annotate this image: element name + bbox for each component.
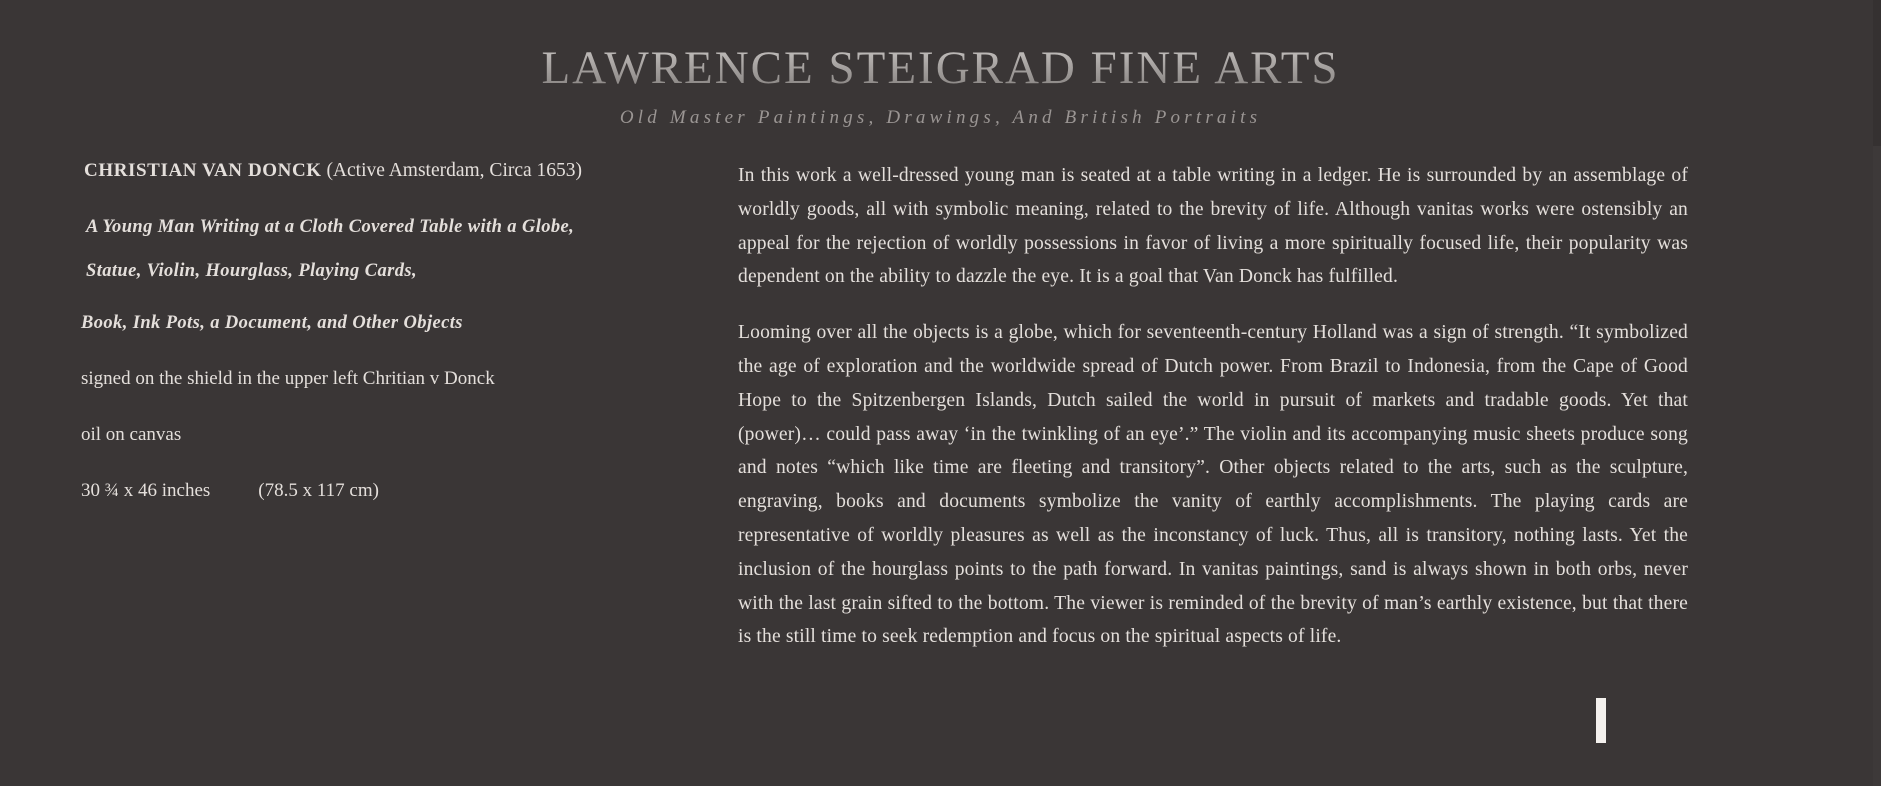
artwork-title-line: Statue, Violin, Hourglass, Playing Cards, (86, 261, 417, 281)
artwork-signature: signed on the shield in the upper left Chritian v Donck (81, 368, 495, 389)
text-cursor-icon (1596, 698, 1606, 743)
artist-dates: (Active Amsterdam, Circa 1653) (326, 160, 583, 181)
dimensions-metric: (78.5 x 117 cm) (258, 480, 379, 501)
dimensions-imperial: 30 ¾ x 46 inches (81, 480, 211, 501)
site-title[interactable]: LAWRENCE STEIGRAD FINE ARTS (0, 38, 1881, 98)
artist-name: CHRISTIAN VAN DONCK (84, 160, 322, 181)
page-scrollbar[interactable] (1873, 0, 1881, 786)
description-paragraph: Looming over all the objects is a globe, which for seventeenth-century Holland was a sign of strength. “It symbolized the age of exploration and the worldwide spread of Dutch power. From Brazil to Indonesia, from the Cape of Good Hope to the Spitzenbergen Islands, Dutch sailed the world in pursuit of markets and tradable goods. Yet that (power)… could pass away ‘in the twinkling of an eye’.” The violin and its accompanying music sheets produce song and notes “which like time are fleeting and transitory”. Other objects related to the arts, such as the sculpture, engraving, books and documents symbolize the vanity of earthly accomplishments. The playing cards are representative of worldly pleasures as well as the inconstancy of luck. Thus, all is transitory, nothing lasts. Yet the inclusion of the hourglass points to the path forward. In vanitas paintings, sand is always shown in both orbs, never with the last grain sifted to the bottom. The viewer is reminded of the brevity of man’s earthly existence, but that there is the still time to seek redemption and focus on the spiritual aspects of life. (738, 322, 1688, 648)
artwork-dimensions (81, 477, 379, 505)
artwork-title-line: Book, Ink Pots, a Document, and Other Objects (81, 313, 463, 333)
artist-line (84, 157, 582, 185)
artwork-description (738, 159, 1688, 654)
artwork-title-line: A Young Man Writing at a Cloth Covered Table with a Globe, (86, 217, 575, 237)
scrollbar-thumb[interactable] (1873, 0, 1881, 146)
site-tagline: Old Master Paintings, Drawings, And British Portraits (619, 107, 1262, 128)
description-paragraph: In this work a well-dressed young man is seated at a table writing in a ledger. He is surrounded by an assemblage of worldly goods, all with symbolic meaning, related to the brevity of life. Although vanitas works were ostensibly an appeal for the rejection of worldly possessions in favor of living a more spiritually focused life, their popularity was dependent on the ability to dazzle the eye. It is a goal that Van Donck has fulfilled. (738, 165, 1688, 288)
artwork-medium: oil on canvas (81, 424, 182, 445)
